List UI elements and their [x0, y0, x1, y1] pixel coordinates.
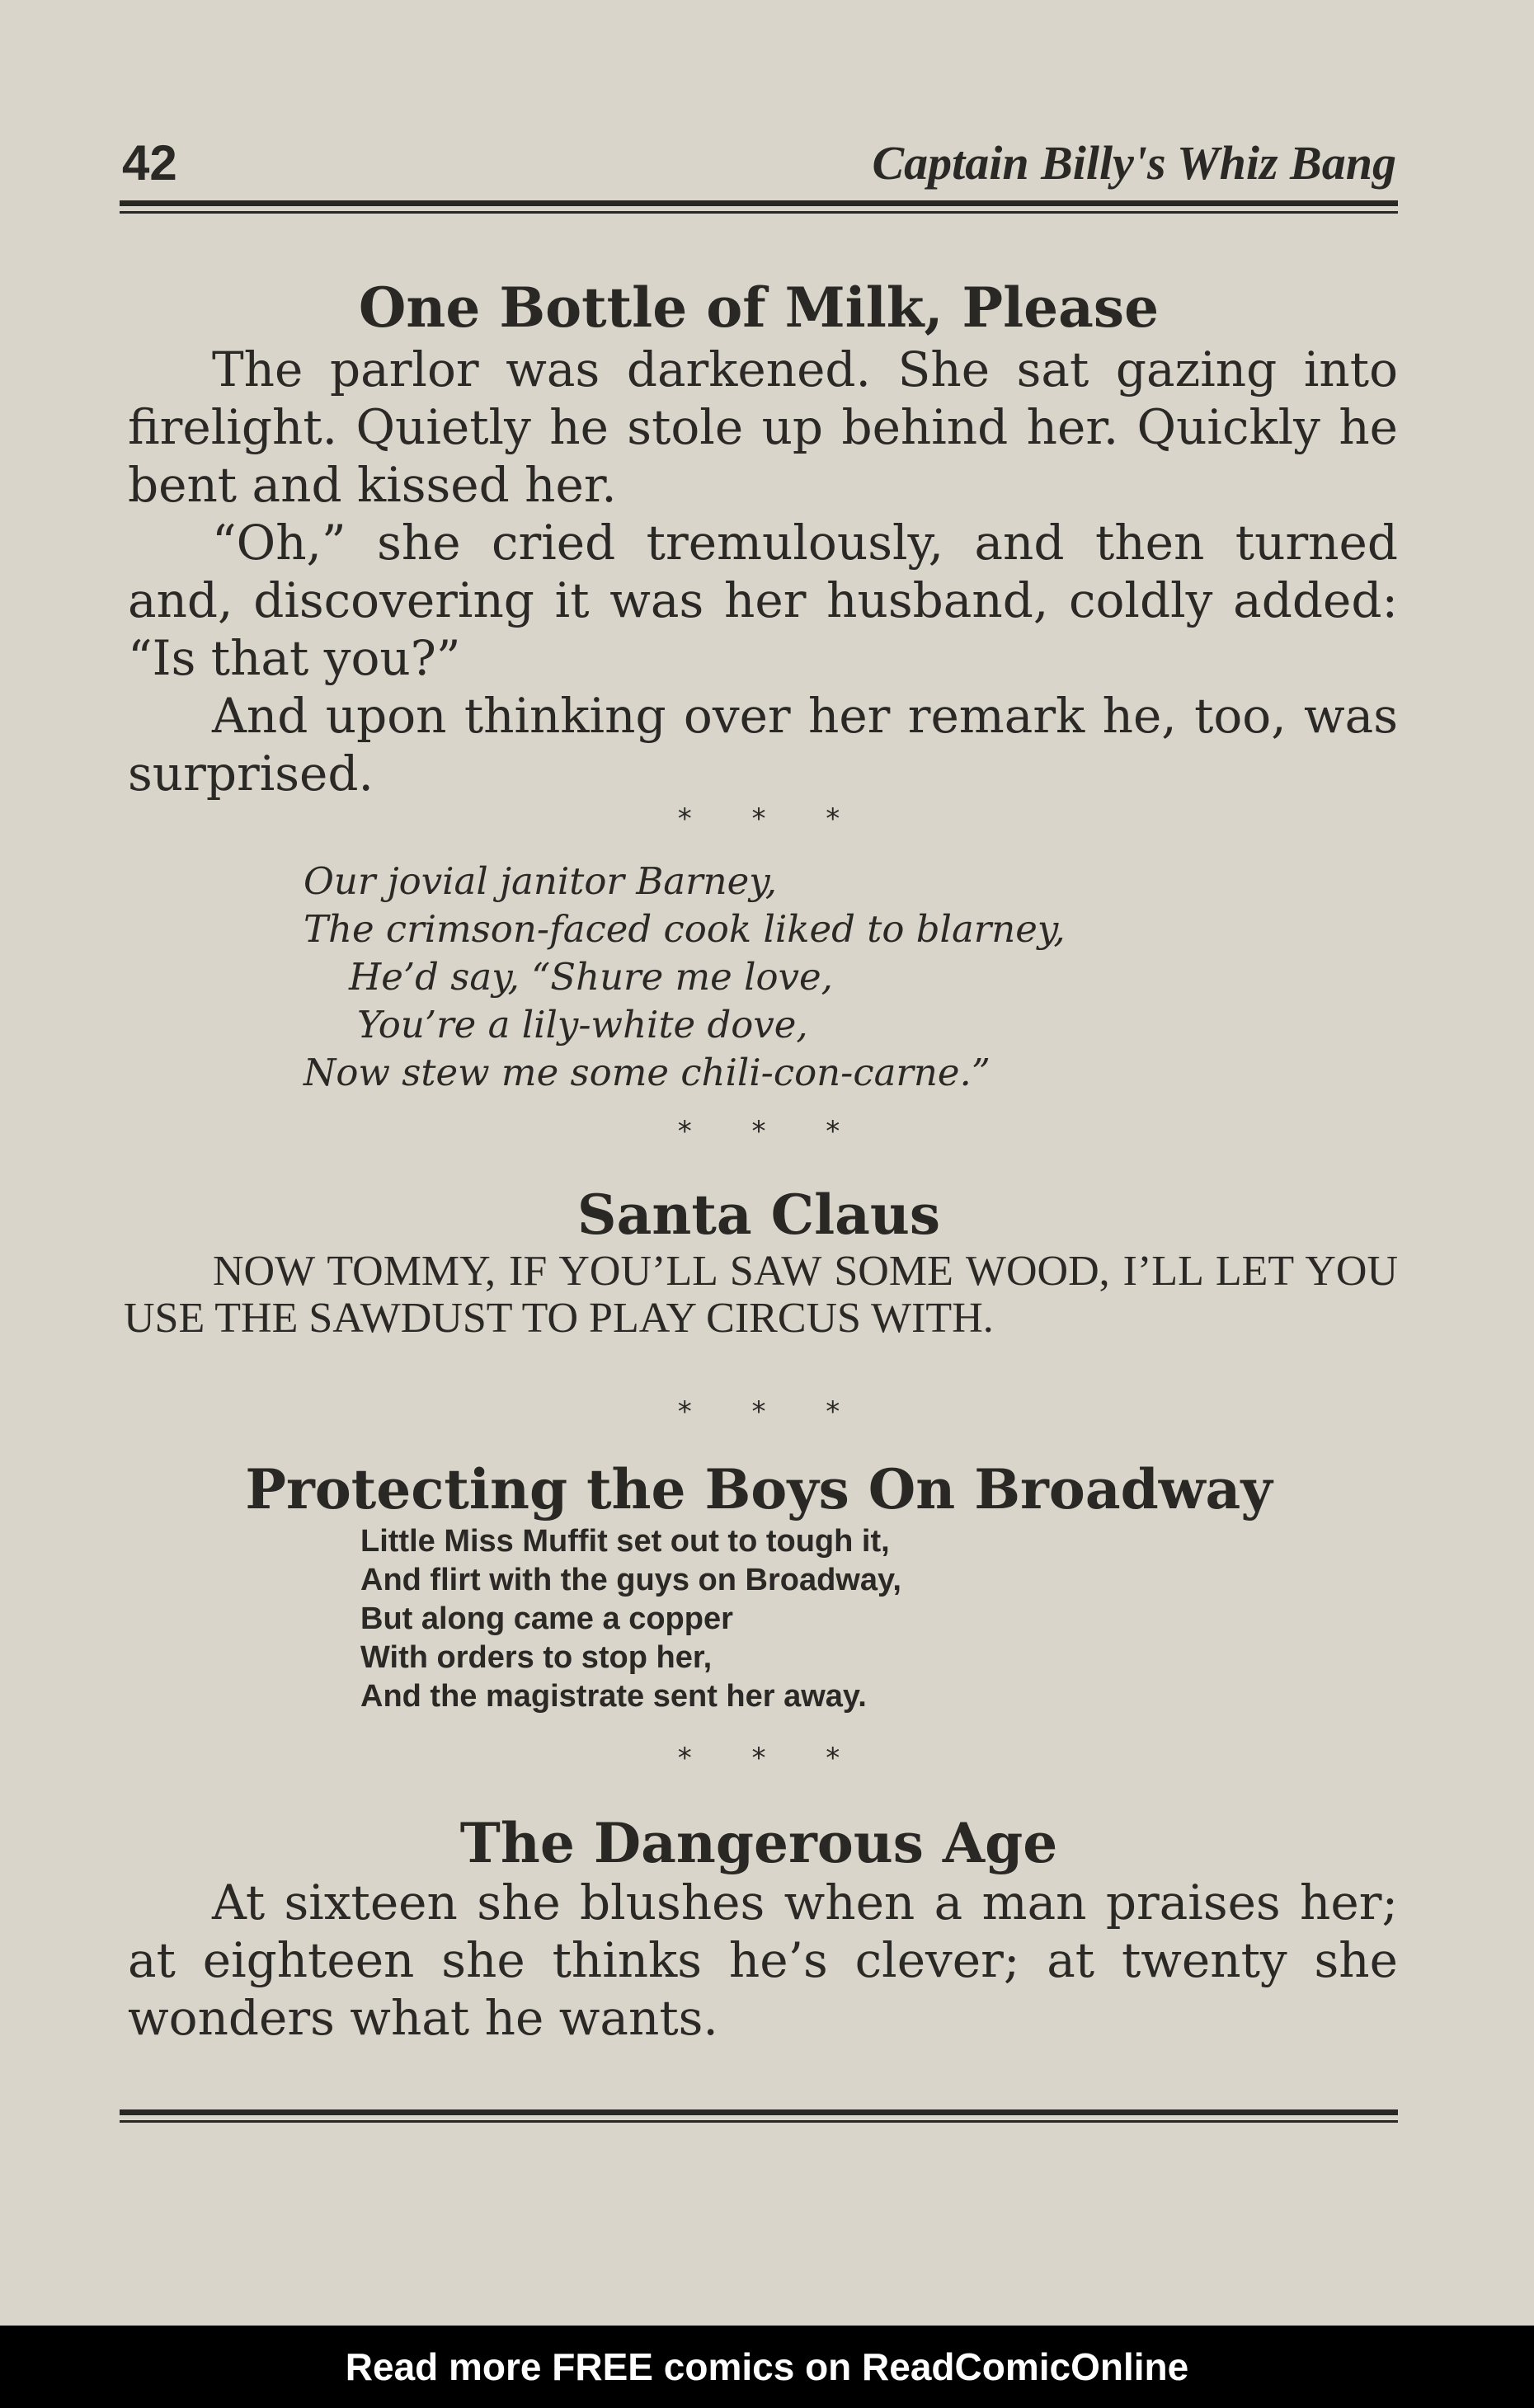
article-body-santa: [124, 1248, 1398, 1342]
article-body-milk: [128, 341, 1398, 802]
page-number: 42: [122, 135, 177, 190]
verse-line: And flirt with the guys on Broadway,: [360, 1563, 901, 1597]
limerick-muffit: [360, 1522, 1103, 1716]
verse-line: He’d say, “Shure me love,: [349, 955, 833, 999]
article-body-dangerous-age: [128, 1874, 1398, 2047]
running-title: Captain Billy's Whiz Bang: [872, 136, 1396, 190]
separator-asterisks: * * *: [677, 1742, 840, 1775]
limerick-barney: [304, 858, 1211, 1097]
header-rule-thin: [120, 211, 1398, 214]
article-title-dangerous-age: The Dangerous Age: [459, 1811, 1058, 1875]
promo-banner-text[interactable]: Read more FREE comics on ReadComicOnline: [345, 2345, 1189, 2388]
verse-line: Our jovial janitor Barney,: [304, 859, 777, 903]
verse-line: But along came a copper: [360, 1601, 733, 1636]
verse-line: And the magistrate sent her away.: [360, 1679, 867, 1714]
verse-line: You’re a lily-white dove,: [357, 1003, 808, 1046]
verse-line: The crimson-faced cook liked to blarney,: [304, 907, 1066, 951]
article-title-milk: One Bottle of Milk, Please: [358, 275, 1160, 340]
header-rule-thick: [120, 200, 1398, 206]
footer-rule-thin: [120, 2120, 1398, 2123]
paragraph: At sixteen she blushes when a man praises her; at eighteen she thinks he’s clever; at twenty she wonders what he wants.: [128, 1874, 1398, 2046]
separator-asterisks: * * *: [677, 802, 840, 835]
paragraph: And upon thinking over her remark he, too, was surprised.: [128, 688, 1398, 802]
article-title-broadway: Protecting the Boys On Broadway: [245, 1457, 1273, 1521]
paragraph: NOW TOMMY, IF YOU’LL SAW SOME WOOD, I’LL LET YOU USE THE SAWDUST TO PLAY CIRCUS WITH.: [124, 1248, 1398, 1342]
paragraph: “Oh,” she cried tremulously, and then turned and, discovering it was her husband, coldly added: “Is that you?”: [128, 515, 1398, 686]
article-title-santa: Santa Claus: [576, 1183, 941, 1247]
separator-asterisks: * * *: [677, 1115, 840, 1148]
separator-asterisks: * * *: [677, 1395, 840, 1428]
promo-banner[interactable]: [0, 2326, 1534, 2408]
paragraph: The parlor was darkened. She sat gazing into firelight. Quietly he stole up behind her. Quickly he bent and kissed her.: [128, 341, 1398, 513]
verse-line: Little Miss Muffit set out to tough it,: [360, 1524, 890, 1559]
verse-line: With orders to stop her,: [360, 1640, 713, 1675]
footer-rule-thick: [120, 2109, 1398, 2115]
verse-line: Now stew me some chili-con-carne.”: [304, 1051, 991, 1094]
page-header: [122, 130, 1396, 196]
